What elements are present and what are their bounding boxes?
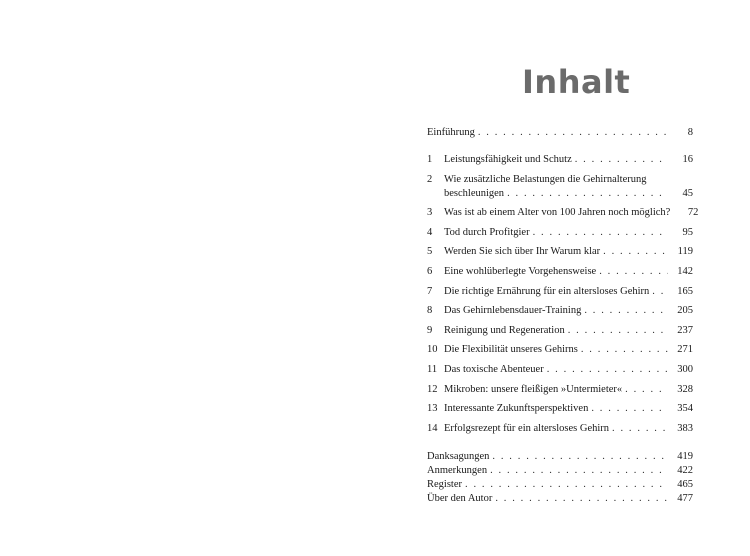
- toc-line: [427, 126, 693, 140]
- chapter-title: Die Flexibilität unseres Gehirns: [444, 344, 578, 356]
- chapter-title: Das Gehirnlebensdauer-Training: [444, 305, 582, 317]
- toc-entry-notes[interactable]: [427, 464, 693, 478]
- toc-chapter-12[interactable]: [427, 383, 693, 397]
- toc-page-number: 300: [677, 363, 693, 375]
- chapter-number: 2: [427, 173, 433, 185]
- toc-chapter-2[interactable]: [427, 173, 693, 201]
- dot-leader: [591, 402, 668, 416]
- chapter-number: 6: [427, 265, 433, 277]
- chapter-title: Eine wohlüberlegte Vorgehensweise: [444, 265, 597, 277]
- chapter-title: Mikroben: unsere fleißigen »Untermieter«: [444, 383, 623, 395]
- section-gap: [427, 441, 693, 450]
- toc-page-number: 142: [677, 265, 693, 277]
- toc-entry-acknowledgements[interactable]: [427, 450, 693, 464]
- toc-page-number: 72: [687, 207, 699, 219]
- toc-entry-title: Register: [427, 479, 462, 491]
- dot-leader: [581, 343, 668, 357]
- chapter-title: Interessante Zukunftsperspektiven: [444, 403, 589, 415]
- dot-leader: [490, 464, 668, 478]
- chapter-title: Werden Sie sich über Ihr Warum klar: [444, 246, 601, 258]
- chapter-number: 5: [427, 246, 433, 258]
- dot-leader: [533, 226, 668, 240]
- chapter-number: 12: [427, 383, 438, 395]
- toc-page-number: 119: [677, 246, 693, 258]
- toc-page-number: 205: [677, 305, 693, 317]
- toc-chapter-6[interactable]: [427, 265, 693, 279]
- toc-page-number: 165: [677, 285, 693, 297]
- toc-chapter-8[interactable]: [427, 304, 693, 318]
- toc-entry-title: Einführung: [427, 127, 475, 138]
- toc-page-number: 8: [687, 127, 693, 138]
- chapter-title-continued: beschleunigen: [444, 187, 505, 199]
- chapter-number: 11: [427, 363, 438, 375]
- chapter-number: 8: [427, 305, 433, 317]
- toc-chapter-7[interactable]: [427, 285, 693, 299]
- toc-heading-block: [0, 63, 750, 105]
- chapter-title: Erfolgsrezept für ein altersloses Gehirn: [444, 422, 610, 434]
- dot-leader: [584, 304, 668, 318]
- dot-leader: [492, 450, 668, 464]
- dot-leader: [612, 422, 668, 436]
- chapter-number: 10: [427, 344, 438, 356]
- toc-chapter-11[interactable]: [427, 363, 693, 377]
- toc-page-number: 16: [682, 154, 693, 165]
- chapter-number: 4: [427, 226, 433, 238]
- toc-page-number: 354: [677, 403, 693, 415]
- chapter-title: Was ist ab einem Alter von 100 Jahren noch möglich?: [444, 207, 671, 219]
- toc-page-number: 383: [677, 422, 693, 434]
- toc-page-number: 419: [677, 451, 693, 463]
- toc-chapter-13[interactable]: [427, 402, 693, 416]
- toc-page-number: 465: [677, 479, 693, 491]
- chapter-list: [427, 153, 699, 436]
- chapter-title: Wie zusätzliche Belastungen die Gehirnalterung: [444, 173, 647, 185]
- toc-page-number: 237: [677, 324, 693, 336]
- back-matter-list: [427, 450, 693, 506]
- toc-page-number: 477: [677, 493, 693, 505]
- toc-page-number: 328: [677, 383, 693, 395]
- dot-leader: [495, 492, 668, 506]
- toc-entry-title: Danksagungen: [427, 451, 490, 463]
- dot-leader: [575, 153, 668, 167]
- toc-page-number: 271: [677, 344, 693, 356]
- chapter-title: Reinigung und Regeneration: [444, 324, 565, 336]
- toc-chapter-5[interactable]: [427, 245, 693, 259]
- table-of-contents: [427, 126, 699, 506]
- toc-entry-title: Über den Autor: [427, 493, 493, 505]
- chapter-number: 13: [427, 403, 438, 415]
- chapter-title: Leistungsfähigkeit und Schutz: [444, 154, 572, 165]
- toc-entry-title: Anmerkungen: [427, 465, 488, 477]
- chapter-number: 1: [427, 154, 433, 165]
- dot-leader: [478, 126, 668, 140]
- dot-leader: [547, 363, 668, 377]
- dot-leader: [625, 383, 668, 397]
- dot-leader: [599, 265, 668, 279]
- dot-leader: [507, 187, 668, 201]
- chapter-title: Tod durch Profitgier: [444, 226, 530, 238]
- toc-chapter-10[interactable]: [427, 343, 693, 357]
- toc-entry-index[interactable]: [427, 478, 693, 492]
- toc-page-number: 45: [682, 187, 693, 199]
- chapter-number: 9: [427, 324, 433, 336]
- dot-leader: [652, 285, 668, 299]
- toc-entry-intro[interactable]: [427, 126, 693, 140]
- chapter-title: Die richtige Ernährung für ein altersloses Gehirn: [444, 285, 650, 297]
- dot-leader: [568, 324, 668, 338]
- toc-page-number: 95: [682, 226, 693, 238]
- page-title: Inhalt: [522, 63, 631, 101]
- dot-leader: [603, 245, 668, 259]
- toc-chapter-3[interactable]: [427, 206, 699, 220]
- chapter-title: Das toxische Abenteuer: [444, 363, 544, 375]
- chapter-number: 14: [427, 422, 438, 434]
- toc-page-number: 422: [677, 465, 693, 477]
- chapter-number: 3: [427, 207, 433, 219]
- toc-chapter-9[interactable]: [427, 324, 693, 338]
- toc-entry-about-author[interactable]: [427, 492, 693, 506]
- dot-leader: [465, 478, 668, 492]
- toc-chapter-1[interactable]: [427, 153, 693, 167]
- chapter-number: 7: [427, 285, 433, 297]
- toc-chapter-14[interactable]: [427, 422, 693, 436]
- toc-chapter-4[interactable]: [427, 226, 693, 240]
